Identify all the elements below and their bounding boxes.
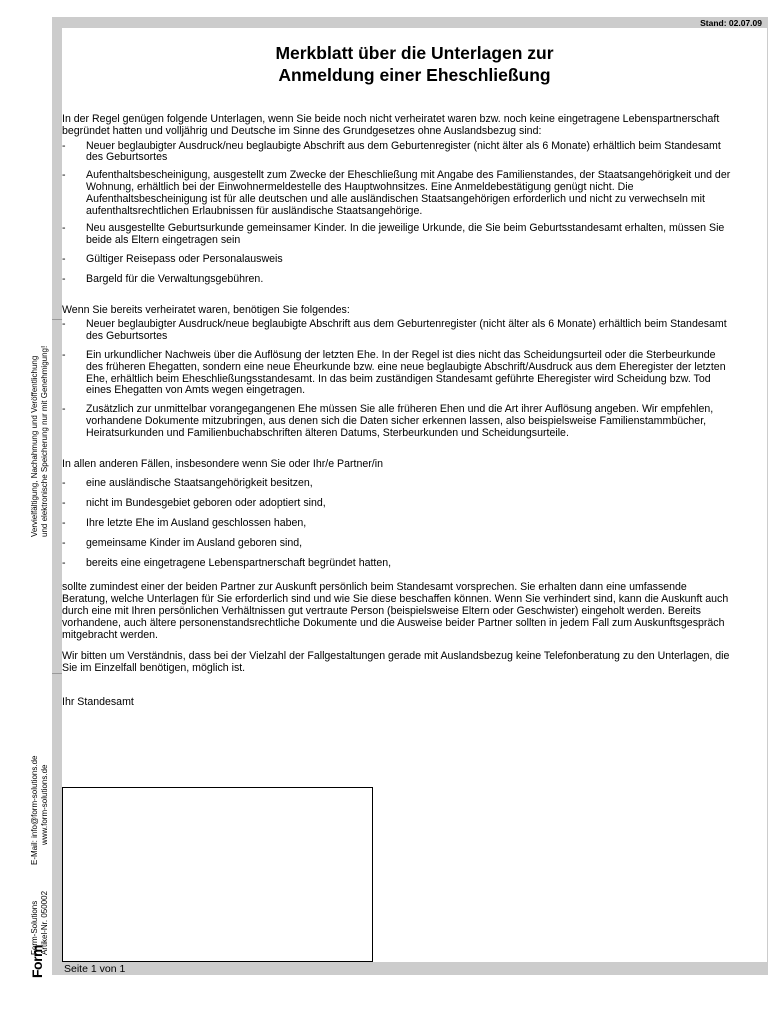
page-number: Seite 1 von 1	[64, 963, 126, 975]
publisher-row-2	[40, 715, 50, 955]
list-item: - nicht im Bundesgebiet geboren oder adoptiert sind,	[62, 498, 732, 510]
closing-text: Wir bitten um Verständnis, dass bei der Vielzahl der Fallgestaltungen gerade mit Auslandsbezug keine Telefonberatung zu den Unterlagen, die Sie im Einzelfall benötigen, möglich ist.	[62, 650, 730, 675]
form-solutions-logo: Form	[29, 945, 45, 978]
page-title	[62, 42, 767, 86]
list-item: - Neuer beglaubigter Ausdruck/neu beglaubigte Abschrift aus dem Geburtenregister (nicht älter als 6 Monate) erhältlich beim Standesamt des Geburtsortes	[62, 141, 732, 165]
fold-mark	[52, 673, 62, 674]
publisher-info	[30, 715, 50, 955]
copyright-line-1: Vervielfältigung, Nachahmung und Veröffentlichung	[30, 355, 39, 537]
list-item: - Bargeld für die Verwaltungsgebühren.	[62, 274, 732, 286]
publisher-row-1	[30, 715, 40, 955]
list-item: - Gültiger Reisepass oder Personalausweis	[62, 254, 732, 266]
list-item: - Aufenthaltsbescheinigung, ausgestellt zum Zwecke der Eheschließung mit Angabe des Familienstandes, der Staatsangehörigkeit und der Wohnung, erhältlich bei der Einwohnermeldestelle des Hauptwohnsitzes. Eine Anmeldebestätigung genügt nicht. Die Aufenthaltsbescheinigung ist für alle deutschen und alle ausländischen Staatsangehörigen erforderlich und nicht zu verwechseln mit aufenthaltsrechtlichen Erlaubnissen für ausländische Staatsangehörige.	[62, 170, 732, 217]
section1-list	[62, 141, 732, 286]
section3-outro: sollte zumindest einer der beiden Partner zur Auskunft persönlich beim Standesamt vorsprechen. Sie erhalten dann eine umfassende Beratung, welche Unterlagen für Sie erforderlich sind und wie Sie diese beschaffen können. Wenn Sie verhindert sind, kann die Auskunft auch durch eine mit Ihren persönlichen Verhältnissen gut vertraute Person (beispielsweise Eltern oder Geschwister) eingeholt werden. Bereits vorhandene, auch ältere personenstandsrechtliche Dokumente und die Ausweise beider Partner sollten in jedem Fall zum Auskunftsgespräch mitgebracht werden.	[62, 581, 729, 641]
section3-intro: In allen anderen Fällen, insbesondere wenn Sie oder Ihr/e Partner/in	[62, 457, 383, 470]
website: www.form-solutions.de	[40, 764, 49, 845]
list-item: - Neuer beglaubigter Ausdruck/neue beglaubigte Abschrift aus dem Geburtenregister (nicht älter als 6 Monate) erhältlich beim Standesamt des Geburtsortes	[62, 319, 732, 343]
list-item: - Neu ausgestellte Geburtsurkunde gemeinsamer Kinder. In die jeweilige Urkunde, die Sie beim Geburtsstandesamt erhalten, müssen Sie beide als Eltern eingetragen sein	[62, 223, 732, 247]
list-item: - gemeinsame Kinder im Ausland geboren sind,	[62, 538, 732, 550]
copyright-notice	[30, 297, 50, 537]
section2-intro: Wenn Sie bereits verheiratet waren, benötigen Sie folgendes:	[62, 303, 350, 316]
document-body	[62, 114, 732, 709]
signature: Ihr Standesamt	[62, 695, 134, 708]
list-item: - eine ausländische Staatsangehörigkeit besitzen,	[62, 478, 732, 490]
fold-mark	[52, 319, 62, 320]
list-item: - Zusätzlich zur unmittelbar vorangegangenen Ehe müssen Sie alle früheren Ehen und die Art ihrer Auflösung angeben. Wir empfehlen, vorhandene Dokumente mitzubringen, aus denen sich die Daten sicher erkennen lassen, also beispielsweise Familienstammbücher, Heiratsurkunden und Familienbuchabschriften älteren Datums, Sterbeurkunden und Scheidungsurteile.	[62, 404, 732, 439]
list-item: - bereits eine eingetragene Lebenspartnerschaft begründet hatten,	[62, 558, 732, 570]
stamp-box	[62, 787, 373, 962]
section2-list	[62, 319, 732, 439]
copyright-line-2: und elektronische Speicherung nur mit Genehmigung!	[40, 345, 49, 537]
section3-list	[62, 478, 732, 569]
list-item: - Ihre letzte Ehe im Ausland geschlossen haben,	[62, 518, 732, 530]
article-number: Artikel-Nr. 050002	[40, 890, 49, 955]
title-line-1: Merkblatt über die Unterlagen zur	[275, 43, 554, 63]
section1-intro: In der Regel genügen folgende Unterlagen, wenn Sie beide noch nicht verheiratet waren bzw. noch keine eingetragene Lebenspartnerschaft begründet hatten und volljährig und Deutsche im Sinne des Grundgesetzes ohne Auslandsbezug sind:	[62, 113, 720, 137]
list-item: - Ein urkundlicher Nachweis über die Auflösung der letzten Ehe. In der Regel ist dies nicht das Scheidungsurteil oder die Sterbeurkunde des früheren Ehegatten, sondern eine neue Eheurkunde bzw. eine neue beglaubigte Abschrift/Ausdruck aus dem Eheregister der letzten Ehe, erhältlich beim Eheschließungsstandesamt. In das beim zuständigen Standesamt geführte Eheregister wird Scheidung bzw. Tod eines Ehegatten von Amts wegen eingetragen.	[62, 350, 732, 397]
date-stamp: Stand: 02.07.09	[700, 18, 762, 28]
title-line-2: Anmeldung einer Eheschließung	[278, 65, 551, 85]
email: E-Mail: info@form-solutions.de	[30, 755, 39, 865]
company-name: Form-Solutions	[30, 900, 39, 955]
